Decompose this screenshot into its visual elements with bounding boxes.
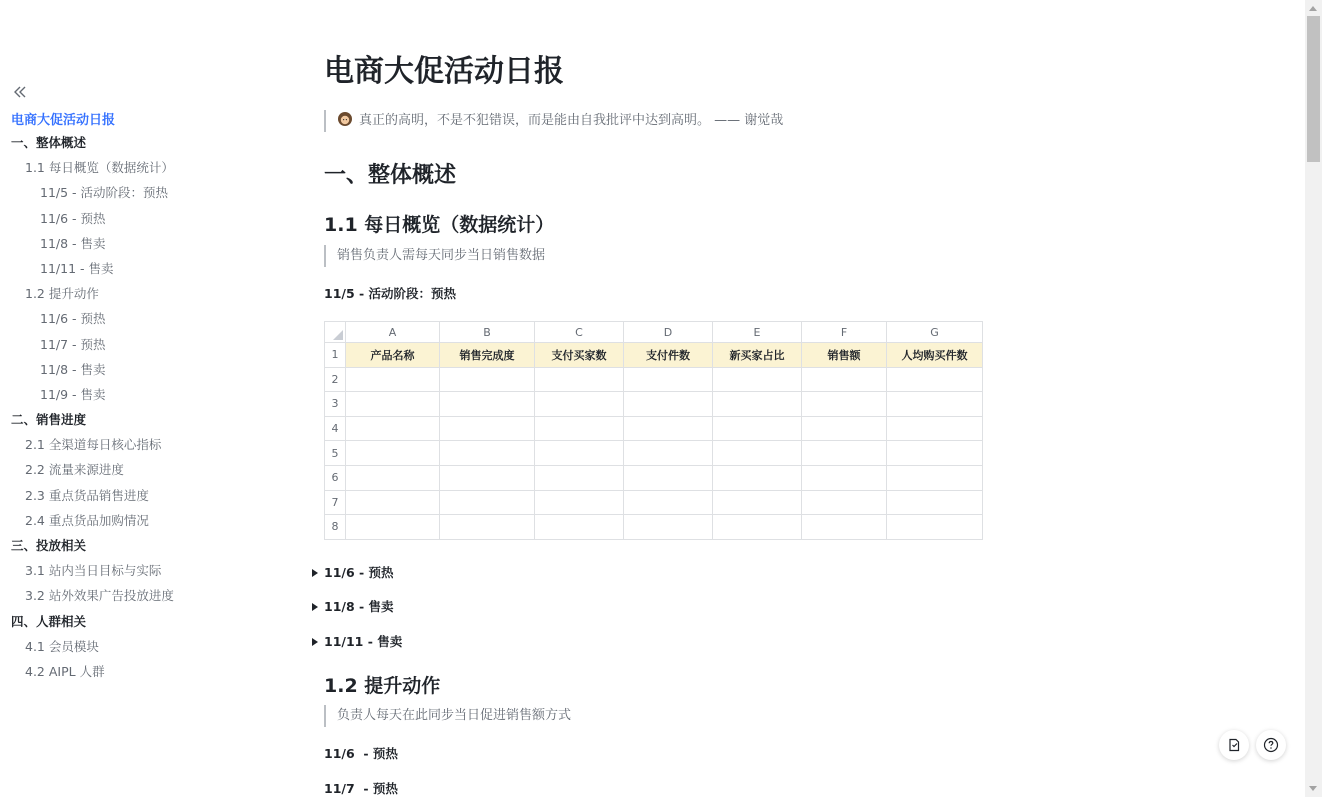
row-number[interactable]: 1	[325, 343, 346, 368]
outline-item[interactable]: 4.2 AIPL 人群	[25, 663, 105, 679]
outline-item[interactable]: 2.3 重点货品销售进度	[25, 487, 149, 503]
row-number[interactable]: 8	[325, 515, 346, 540]
table-cell[interactable]	[346, 367, 440, 392]
outline-item[interactable]: 11/8 - 售卖	[40, 235, 106, 251]
quote-text: 真正的高明，不是不犯错误，而是能由自我批评中达到高明。 —— 谢觉哉	[359, 113, 784, 128]
table-cell[interactable]	[346, 515, 440, 540]
table-cell[interactable]	[713, 515, 802, 540]
table-cell[interactable]	[887, 367, 983, 392]
table-row	[325, 392, 983, 417]
scroll-down-arrow-icon[interactable]	[1309, 786, 1317, 791]
outline-list	[0, 130, 174, 684]
heading-improvement-actions: 1.2 提升动作	[324, 675, 441, 697]
table-cell[interactable]	[440, 441, 535, 466]
row-number[interactable]: 7	[325, 490, 346, 515]
table-cell[interactable]	[535, 465, 624, 490]
document-info-button[interactable]	[1219, 730, 1249, 760]
quote-block	[324, 110, 783, 132]
table-cell[interactable]	[440, 490, 535, 515]
table-cell[interactable]	[802, 441, 887, 466]
table-cell[interactable]: 新买家占比	[713, 343, 802, 368]
row-number[interactable]: 3	[325, 392, 346, 417]
subheading-11-7: 11/7 - 预热	[324, 781, 398, 796]
page-title: 电商大促活动日报	[324, 54, 564, 89]
toggle-label: 11/8 - 售卖	[324, 599, 394, 614]
caret-right-icon	[312, 569, 318, 577]
document-icon	[1227, 738, 1241, 752]
column-header[interactable]: E	[713, 322, 802, 343]
toggle-11-11[interactable]	[312, 632, 402, 650]
outline-item[interactable]: 3.1 站内当日目标与实际	[25, 563, 162, 579]
row-number[interactable]: 5	[325, 441, 346, 466]
toggle-11-8[interactable]	[312, 597, 394, 615]
table-cell[interactable]	[346, 465, 440, 490]
table-cell[interactable]	[624, 465, 713, 490]
outline-item[interactable]: 1.2 提升动作	[25, 286, 99, 302]
table-cell[interactable]	[713, 441, 802, 466]
table-cell[interactable]	[624, 416, 713, 441]
outline-item[interactable]: 11/9 - 售卖	[40, 386, 106, 402]
outline-item[interactable]: 一、整体概述	[11, 135, 87, 150]
table-row	[325, 441, 983, 466]
table-cell[interactable]	[713, 465, 802, 490]
table-cell[interactable]: 支付件数	[624, 343, 713, 368]
table-cell[interactable]	[346, 490, 440, 515]
table-cell[interactable]	[535, 441, 624, 466]
table-row	[325, 490, 983, 515]
column-header[interactable]: A	[346, 322, 440, 343]
caret-right-icon	[312, 638, 318, 646]
column-header[interactable]: F	[802, 322, 887, 343]
table-cell[interactable]	[440, 392, 535, 417]
table-cell[interactable]	[713, 490, 802, 515]
outline-item[interactable]: 2.4 重点货品加购情况	[25, 512, 149, 528]
row-number[interactable]: 2	[325, 367, 346, 392]
table-cell[interactable]: 销售完成度	[440, 343, 535, 368]
table-cell[interactable]	[535, 515, 624, 540]
table-cell[interactable]	[802, 416, 887, 441]
table-cell[interactable]	[713, 416, 802, 441]
outline-item[interactable]: 11/6 - 预热	[40, 210, 106, 226]
table-cell[interactable]	[535, 490, 624, 515]
table-cell[interactable]	[713, 392, 802, 417]
toggle-label: 11/6 - 预热	[324, 565, 394, 580]
column-header[interactable]: D	[624, 322, 713, 343]
scroll-thumb[interactable]	[1307, 16, 1320, 162]
note-daily-overview: 销售负责人需每天同步当日销售数据	[324, 245, 545, 267]
table-cell[interactable]	[624, 441, 713, 466]
table-row	[325, 465, 983, 490]
table-cell[interactable]	[887, 441, 983, 466]
outline-item[interactable]: 1.1 每日概览（数据统计）	[25, 160, 174, 176]
table-cell[interactable]: 销售额	[802, 343, 887, 368]
outline-item[interactable]: 11/6 - 预热	[40, 311, 106, 327]
table-cell[interactable]	[713, 367, 802, 392]
table-cell[interactable]	[802, 392, 887, 417]
caret-right-icon	[312, 603, 318, 611]
section-heading-overview: 一、整体概述	[324, 163, 457, 188]
outline-title[interactable]: 电商大促活动日报	[11, 113, 116, 128]
table-cell[interactable]	[887, 490, 983, 515]
row-number[interactable]: 6	[325, 465, 346, 490]
select-all-corner[interactable]	[325, 322, 346, 343]
table-cell[interactable]	[440, 515, 535, 540]
outline-item[interactable]: 11/11 - 售卖	[40, 260, 114, 276]
double-chevron-left-icon	[12, 84, 28, 100]
vertical-scrollbar[interactable]	[1305, 0, 1322, 797]
column-header[interactable]: B	[440, 322, 535, 343]
outline-item[interactable]: 二、销售进度	[11, 412, 87, 428]
table-row	[325, 343, 983, 368]
face-emoji-icon	[337, 111, 353, 135]
table-cell[interactable]	[440, 416, 535, 441]
table-cell[interactable]	[440, 367, 535, 392]
table-cell[interactable]	[535, 416, 624, 441]
table-row	[325, 416, 983, 441]
subheading-11-6: 11/6 - 预热	[324, 746, 398, 761]
help-icon	[1263, 737, 1279, 753]
toggle-label: 11/11 - 售卖	[324, 634, 403, 649]
outline-item[interactable]: 三、投放相关	[11, 538, 87, 553]
table-cell[interactable]	[802, 515, 887, 540]
table-cell[interactable]	[887, 515, 983, 540]
outline-item[interactable]: 11/8 - 售卖	[40, 361, 106, 377]
table-cell[interactable]	[887, 392, 983, 417]
row-number[interactable]: 4	[325, 416, 346, 441]
table-cell[interactable]	[535, 392, 624, 417]
table-cell[interactable]	[887, 465, 983, 490]
table-cell[interactable]	[802, 490, 887, 515]
note-improvement-actions: 负责人每天在此同步当日促进销售额方式	[324, 705, 571, 727]
outline-item[interactable]: 2.2 流量来源进度	[25, 462, 124, 478]
outline-item[interactable]: 11/5 - 活动阶段：预热	[40, 185, 169, 201]
outline-item[interactable]: 11/7 - 预热	[40, 336, 106, 352]
table-cell[interactable]	[802, 465, 887, 490]
scroll-up-arrow-icon[interactable]	[1309, 6, 1317, 11]
help-button[interactable]	[1256, 730, 1286, 760]
outline-item[interactable]: 2.1 全渠道每日核心指标	[25, 437, 162, 453]
outline-item[interactable]: 4.1 会员模块	[25, 638, 99, 654]
table-cell[interactable]	[624, 490, 713, 515]
column-header[interactable]: C	[535, 322, 624, 343]
table-cell[interactable]: 产品名称	[346, 343, 440, 368]
table-row	[325, 515, 983, 540]
heading-daily-overview: 1.1 每日概览（数据统计）	[324, 214, 555, 236]
table-cell[interactable]	[802, 367, 887, 392]
table-cell[interactable]: 人均购买件数	[887, 343, 983, 368]
column-header-row	[325, 322, 983, 343]
subheading-11-5: 11/5 - 活动阶段：预热	[324, 286, 457, 301]
table-cell[interactable]: 支付买家数	[535, 343, 624, 368]
table-cell[interactable]	[624, 392, 713, 417]
table-cell[interactable]	[440, 465, 535, 490]
embedded-spreadsheet[interactable]	[324, 321, 983, 540]
table-cell[interactable]	[346, 441, 440, 466]
outline-sidebar	[0, 0, 300, 797]
table-cell[interactable]	[346, 416, 440, 441]
table-row	[325, 367, 983, 392]
column-header[interactable]: G	[887, 322, 983, 343]
collapse-outline-icon[interactable]	[12, 84, 28, 100]
outline-item[interactable]: 3.2 站外效果广告投放进度	[25, 588, 174, 604]
table-cell[interactable]	[624, 367, 713, 392]
table-cell[interactable]	[535, 367, 624, 392]
outline-item[interactable]: 四、人群相关	[11, 613, 87, 629]
table-cell[interactable]	[887, 416, 983, 441]
table-cell[interactable]	[624, 515, 713, 540]
toggle-11-6[interactable]	[312, 563, 394, 581]
table-cell[interactable]	[346, 392, 440, 417]
